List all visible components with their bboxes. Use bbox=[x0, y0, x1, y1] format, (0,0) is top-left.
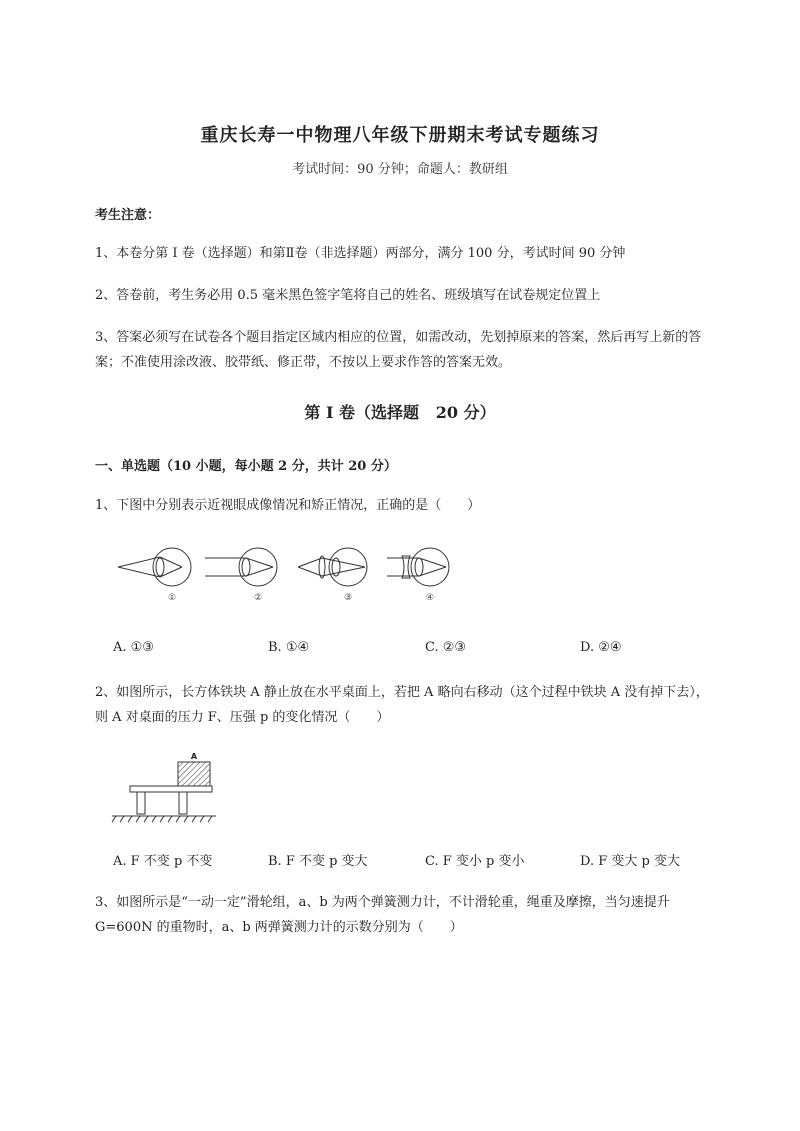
question-3-text: 3、如图所示是“一动一定”滑轮组，a、b 为两个弹簧测力计，不计滑轮重，绳重及摩擦，当匀速提升 G=600N 的重物时，a、b 两弹簧测力计的示数分别为（ ） bbox=[95, 895, 670, 935]
page-title: 重庆长寿一中物理八年级下册期末考试专题练习 bbox=[200, 125, 600, 146]
question-1-text: 1、下图中分别表示近视眼成像情况和矫正情况，正确的是（ ） bbox=[95, 498, 481, 513]
eye-diagram-1 bbox=[118, 548, 191, 586]
eye-label-4: ④ bbox=[425, 593, 435, 603]
question-2-text: 2、如图所示，长方体铁块 A 静止放在水平桌面上，若把 A 略向右移动（这个过程中铁块 A 没有掉下去），则 A 对桌面的压力 F、压强 p 的变化情况（ ） bbox=[95, 685, 709, 725]
part-heading: 一、单选题（10 小题，每小题 2 分，共计 20 分） bbox=[95, 459, 397, 474]
option-d[interactable]: D. ②④ bbox=[580, 640, 622, 655]
eye-diagram-figure bbox=[110, 545, 460, 605]
notice-item: 2、答卷前，考生务必用 0.5 毫米黑色签字笔将自己的姓名、班级填写在试卷规定位置上 bbox=[95, 288, 601, 303]
option-a[interactable]: A. ①③ bbox=[113, 640, 154, 655]
option-b[interactable]: B. F 不变 p 变大 bbox=[268, 854, 368, 869]
option-b[interactable]: B. ①④ bbox=[268, 640, 310, 655]
section-title: 第 I 卷（选择题 20 分） bbox=[304, 403, 496, 422]
block-label: A bbox=[190, 752, 198, 761]
exam-info: 考试时间：90 分钟；命题人：教研组 bbox=[292, 162, 508, 177]
notice-item: 3、答案必须写在试卷各个题目指定区域内相应的位置，如需改动，先划掉原来的答案，然后再写上新的答案；不准使用涂改液、胶带纸、修正带，不按以上要求作答的答案无效。 bbox=[95, 330, 702, 370]
option-d[interactable]: D. F 变大 p 变大 bbox=[580, 854, 680, 869]
option-c[interactable]: C. F 变小 p 变小 bbox=[425, 854, 525, 869]
eye-label-1: ① bbox=[167, 593, 177, 603]
eye-diagram-2 bbox=[205, 548, 277, 586]
eye-label-2: ② bbox=[253, 593, 263, 603]
eye-diagram-4 bbox=[387, 548, 449, 586]
notice-item: 1、本卷分第 I 卷（选择题）和第Ⅱ卷（非选择题）两部分，满分 100 分，考试时间 90 分钟 bbox=[95, 246, 626, 261]
option-a[interactable]: A. F 不变 p 不变 bbox=[113, 854, 213, 869]
table-block-figure bbox=[112, 748, 222, 828]
eye-diagram-3 bbox=[298, 548, 367, 586]
notice-heading: 考生注意： bbox=[95, 208, 161, 223]
eye-label-3: ③ bbox=[343, 593, 353, 603]
iron-block bbox=[178, 762, 210, 786]
option-c[interactable]: C. ②③ bbox=[425, 640, 467, 655]
